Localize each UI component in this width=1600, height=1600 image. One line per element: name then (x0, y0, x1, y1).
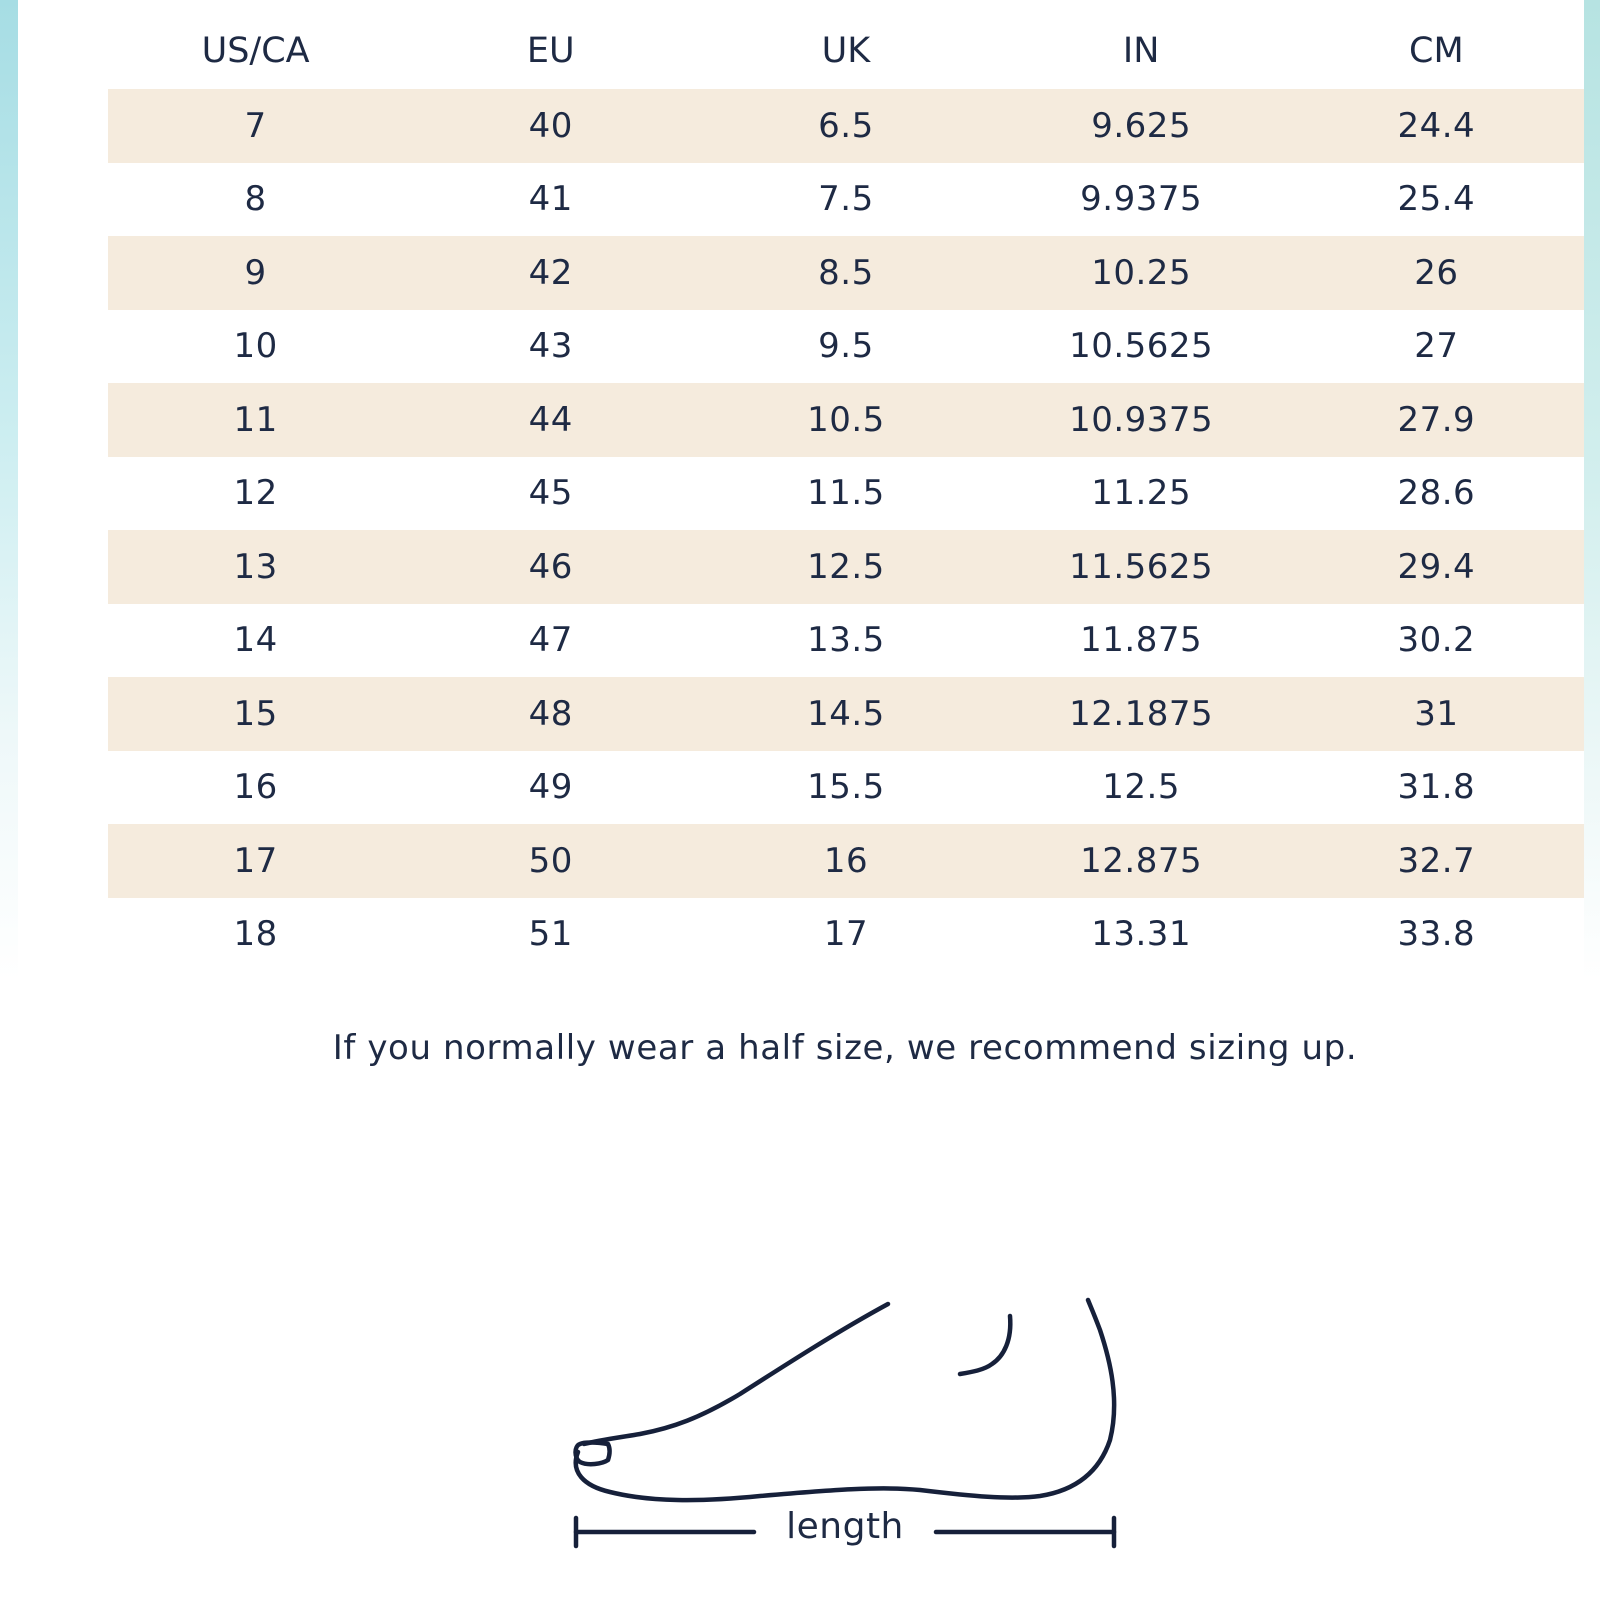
sizing-note: If you normally wear a half size, we recommend sizing up. (332, 1028, 1358, 1068)
table-cell: 40 (528, 105, 573, 146)
table-cell: 45 (528, 473, 573, 514)
table-cell: 10.25 (1091, 252, 1192, 293)
table-cell: 13.31 (1091, 914, 1192, 955)
table-cell: 12.5 (807, 546, 885, 587)
table-cell: 16 (823, 840, 869, 881)
table-cell: 47 (528, 620, 573, 661)
table-cell: 13 (233, 546, 278, 587)
table-cell: 24.4 (1397, 105, 1476, 146)
table-cell: 11.25 (1091, 473, 1192, 514)
table-cell: 7 (244, 105, 267, 146)
header-uk: UK (821, 30, 871, 71)
table-cell: 27 (1414, 326, 1459, 367)
table-cell: 27.9 (1397, 399, 1476, 440)
table-cell: 41 (528, 179, 573, 220)
table-cell: 43 (528, 326, 573, 367)
ankle-bone-curve (960, 1316, 1010, 1374)
table-cell: 42 (528, 252, 573, 293)
table-cell: 13.5 (807, 620, 885, 661)
table-cell: 49 (528, 767, 573, 808)
table-cell: 11.5 (807, 473, 885, 514)
table-cell: 31.8 (1397, 767, 1476, 808)
table-cell: 9.5 (818, 326, 874, 367)
table-cell: 14.5 (807, 693, 885, 734)
table-cell: 9 (244, 252, 267, 293)
table-cell: 12.875 (1080, 840, 1203, 881)
table-cell: 44 (528, 399, 573, 440)
table-cell: 28.6 (1397, 473, 1476, 514)
table-cell: 14 (233, 620, 278, 661)
table-cell: 15 (233, 693, 278, 734)
table-cell: 31 (1414, 693, 1459, 734)
table-cell: 10 (233, 326, 278, 367)
table-cell: 11.875 (1080, 620, 1203, 661)
table-cell: 11 (233, 399, 278, 440)
table-cell: 32.7 (1397, 840, 1476, 881)
table-cell: 17 (823, 914, 869, 955)
table-cell: 50 (528, 840, 573, 881)
table-cell: 26 (1414, 252, 1459, 293)
table-cell: 10.9375 (1069, 399, 1214, 440)
table-cell: 30.2 (1397, 620, 1476, 661)
table-cell: 17 (233, 840, 278, 881)
foot-top-curve (584, 1304, 888, 1444)
table-cell: 16 (233, 767, 278, 808)
table-cell: 6.5 (818, 105, 874, 146)
table-cell: 8 (244, 179, 267, 220)
table-cell: 10.5 (807, 399, 885, 440)
header-eu: EU (526, 30, 575, 71)
table-cell: 12 (233, 473, 278, 514)
table-cell: 29.4 (1397, 546, 1476, 587)
length-label: length (786, 1506, 904, 1547)
header-in: IN (1122, 30, 1160, 71)
table-cell: 10.5625 (1069, 326, 1214, 367)
toe-outline (576, 1443, 610, 1465)
header-us-ca: US/CA (201, 30, 310, 71)
table-cell: 12.5 (1102, 767, 1180, 808)
table-cell: 12.1875 (1069, 693, 1214, 734)
table-cell: 7.5 (818, 179, 874, 220)
header-cm: CM (1409, 30, 1464, 71)
table-cell: 48 (528, 693, 573, 734)
table-cell: 8.5 (818, 252, 874, 293)
table-cell: 46 (528, 546, 573, 587)
table-cell: 15.5 (807, 767, 885, 808)
table-cell: 33.8 (1397, 914, 1476, 955)
table-cell: 25.4 (1397, 179, 1476, 220)
table-cell: 11.5625 (1069, 546, 1214, 587)
table-cell: 9.625 (1091, 105, 1192, 146)
table-cell: 9.9375 (1080, 179, 1203, 220)
table-cell: 51 (528, 914, 573, 955)
table-cell: 18 (233, 914, 278, 955)
